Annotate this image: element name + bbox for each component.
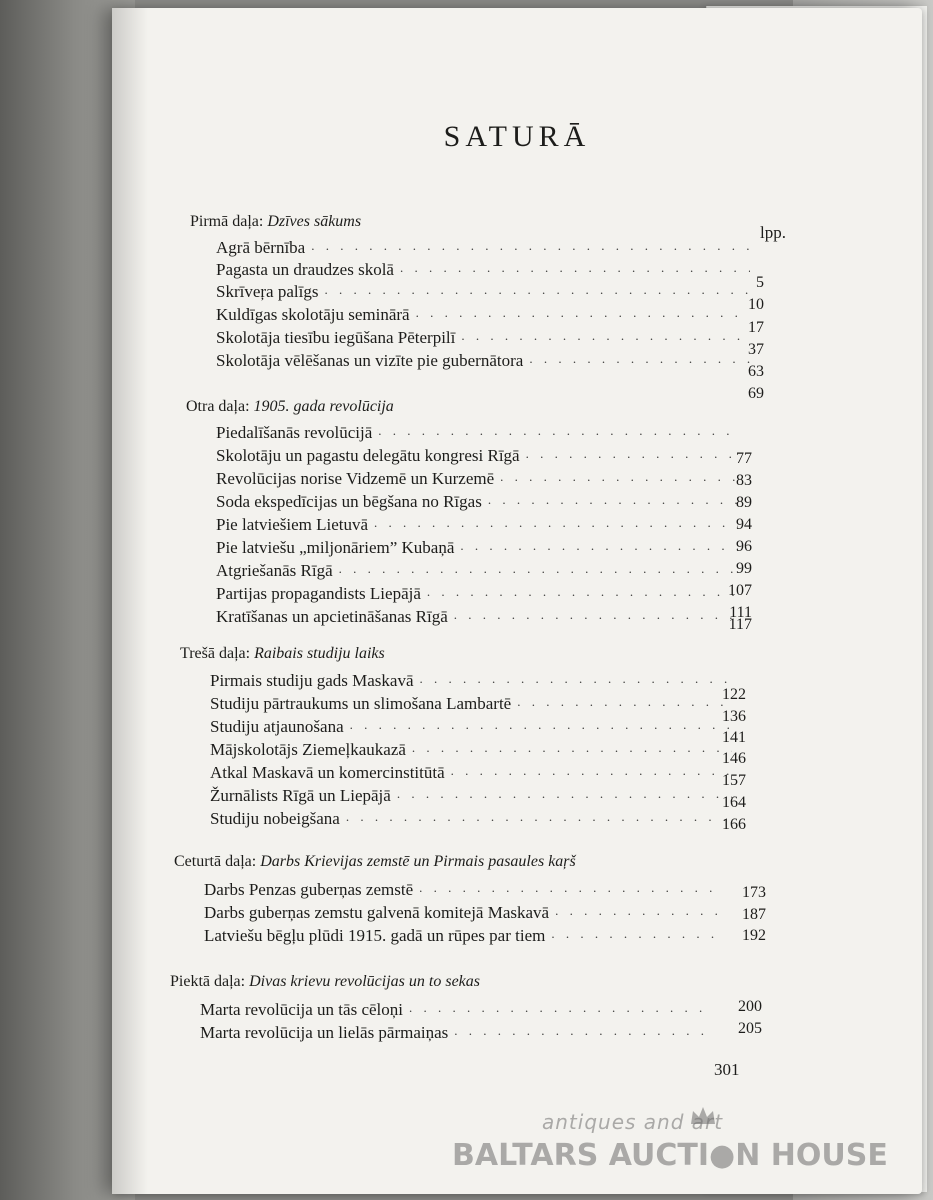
- leader-dots: [350, 717, 732, 733]
- part-heading-1: [190, 213, 361, 231]
- leader-dots: [412, 740, 732, 756]
- toc-entry[interactable]: [216, 260, 756, 282]
- toc-entry[interactable]: [216, 515, 744, 537]
- toc-entry-title: Skolotāju un pagastu delegātu kongresi Rīgā: [216, 446, 520, 465]
- leader-dots: [324, 282, 750, 298]
- page-number: 89: [736, 494, 752, 511]
- page-gutter-shadow: [112, 8, 148, 1194]
- part-heading-2: [186, 398, 394, 416]
- toc-entry[interactable]: [216, 584, 744, 606]
- book-page: [112, 8, 922, 1194]
- leader-dots: [346, 809, 732, 825]
- page-number: 200: [738, 998, 762, 1015]
- leader-dots: [311, 238, 750, 254]
- toc-entry-title: Žurnālists Rīgā un Liepājā: [210, 786, 391, 805]
- toc-entry[interactable]: [216, 238, 756, 260]
- toc-entry-title: Marta revolūcija un tās cēloņi: [200, 1000, 403, 1019]
- toc-entry-title: Skrīveŗa palīgs: [216, 282, 319, 301]
- leader-dots: [488, 492, 738, 508]
- toc-entry-title: Studiju pārtraukums un slimošana Lambartē: [210, 694, 512, 713]
- toc-entry-title: Kratīšanas un apcietināšanas Rīgā: [216, 607, 448, 626]
- toc-entry[interactable]: [210, 694, 738, 716]
- toc-entry[interactable]: [204, 880, 726, 902]
- toc-entry-title: Soda ekspedīcijas un bēgšana no Rīgas: [216, 492, 482, 511]
- leader-dots: [427, 584, 738, 600]
- page-number: 157: [722, 772, 746, 789]
- toc-entry[interactable]: [210, 786, 738, 808]
- part-label: Trešā daļa:: [180, 645, 251, 662]
- toc-entry-title: Studiju nobeigšana: [210, 809, 340, 828]
- page-number: 173: [742, 884, 766, 901]
- page-number: 99: [736, 560, 752, 577]
- leader-dots: [339, 561, 738, 577]
- toc-entry-title: Darbs Penzas guberņas zemstē: [204, 880, 414, 899]
- page-number: 107: [728, 582, 752, 599]
- page-number: 77: [736, 450, 752, 467]
- leader-dots: [374, 515, 738, 531]
- leader-dots: [378, 423, 738, 439]
- leader-dots: [551, 926, 720, 942]
- page-number: 83: [736, 472, 752, 489]
- toc-entry[interactable]: [216, 607, 744, 629]
- toc-entry[interactable]: [200, 1023, 720, 1045]
- page-number: 5: [756, 274, 764, 291]
- toc-entry[interactable]: [216, 351, 756, 373]
- toc-entry-title: Partijas propagandists Liepājā: [216, 584, 421, 603]
- toc-entry-title: Atkal Maskavā un komercinstitūtā: [210, 763, 445, 782]
- toc-entry[interactable]: [210, 671, 738, 693]
- toc-entry-title: Skolotāja tiesību iegūšana Pēterpilī: [216, 328, 456, 347]
- toc-entry-title: Mājskolotājs Ziemeļkaukazā: [210, 740, 406, 759]
- toc-entry[interactable]: [200, 1000, 720, 1022]
- leader-dots: [451, 763, 732, 779]
- page-number: 166: [722, 816, 746, 833]
- toc-entry-title: Revolūcijas norise Vidzemē un Kurzemē: [216, 469, 495, 488]
- leader-dots: [400, 260, 750, 276]
- toc-entry-title: Latviešu bēgļu plūdi 1915. gadā un rūpes par tiem: [204, 926, 546, 945]
- part-label: Otra daļa:: [186, 398, 250, 415]
- toc-entry-title: Piedalīšanās revolūcijā: [216, 423, 373, 442]
- toc-entry[interactable]: [204, 926, 726, 948]
- toc-entry-title: Darbs guberņas zemstu galvenā komitejā Maskavā: [204, 903, 550, 922]
- toc-entry-title: Marta revolūcija un lielās pārmaiņas: [200, 1023, 449, 1042]
- page-number: 187: [742, 906, 766, 923]
- page-number: 164: [722, 794, 746, 811]
- toc-entry-title: Agrā bērnība: [216, 238, 306, 257]
- leader-dots: [460, 538, 738, 554]
- page-number: 96: [736, 538, 752, 555]
- page-number: 17: [748, 319, 764, 336]
- toc-entry[interactable]: [210, 809, 738, 831]
- part-label: Ceturtā daļa:: [174, 853, 257, 870]
- leader-dots: [397, 786, 732, 802]
- toc-entry-title: Pagasta un draudzes skolā: [216, 260, 394, 279]
- toc-entry-title: Kuldīgas skolotāju seminārā: [216, 305, 410, 324]
- page-number: 10: [748, 296, 764, 313]
- toc-entry[interactable]: [216, 423, 744, 445]
- leader-dots: [420, 671, 732, 687]
- leader-dots: [419, 880, 720, 896]
- leader-dots: [409, 1000, 714, 1016]
- page-column-label: lpp.: [760, 223, 786, 242]
- toc-entry[interactable]: [204, 903, 726, 925]
- toc-entry[interactable]: [216, 492, 744, 514]
- page-number: 122: [722, 686, 746, 703]
- part-subtitle: 1905. gada revolūcija: [253, 398, 394, 415]
- toc-entry[interactable]: [216, 538, 744, 560]
- toc-entry[interactable]: [210, 740, 738, 762]
- toc-entry-title: Pie latviešiem Lietuvā: [216, 515, 369, 534]
- part-heading-3: [180, 645, 385, 663]
- toc-entry-title: Atgriešanās Rīgā: [216, 561, 333, 580]
- toc-entry-title: Pie latviešu „miljonāriem” Kubaņā: [216, 538, 455, 557]
- part-subtitle: Divas krievu revolūcijas un to sekas: [249, 973, 480, 990]
- page-number: 192: [742, 927, 766, 944]
- part-subtitle: Dzīves sākums: [267, 213, 362, 230]
- leader-dots: [416, 305, 750, 321]
- toc-entry-title: Studiju atjaunošana: [210, 717, 344, 736]
- part-heading-5: [170, 973, 480, 991]
- toc-entry[interactable]: [216, 282, 756, 304]
- leader-dots: [555, 903, 720, 919]
- page-number: 136: [722, 708, 746, 725]
- page-number: 69: [748, 385, 764, 402]
- watermark-brand: BALTARS AUCTI●N HOUSE: [452, 1138, 888, 1173]
- page-title: SATURĀ: [443, 120, 591, 153]
- toc-entry[interactable]: [216, 561, 744, 583]
- leader-dots: [461, 328, 750, 344]
- part-subtitle: Darbs Krievijas zemstē un Pirmais pasaules kaŗš: [260, 853, 576, 870]
- leader-dots: [454, 1023, 714, 1039]
- page-number: 205: [738, 1020, 762, 1037]
- page-number: 94: [736, 516, 752, 533]
- watermark: [452, 1110, 888, 1180]
- part-subtitle: Raibais studiju laiks: [254, 645, 385, 662]
- page-number: 111: [729, 604, 752, 621]
- toc-entry[interactable]: [216, 328, 756, 350]
- toc-entry[interactable]: [216, 446, 744, 468]
- toc-entry[interactable]: [216, 305, 756, 327]
- page-number: 37: [748, 341, 764, 358]
- toc-entry-title: Pirmais studiju gads Maskavā: [210, 671, 414, 690]
- page-number: 63: [748, 363, 764, 380]
- part-label: Pirmā daļa:: [190, 213, 264, 230]
- page-number: 146: [722, 750, 746, 767]
- watermark-tagline: antiques and art: [542, 1110, 724, 1134]
- page-number: 117: [728, 616, 752, 633]
- part-label: Piektā daļa:: [170, 973, 246, 990]
- folio-page-number: 301: [714, 1060, 740, 1079]
- toc-entry[interactable]: [216, 469, 744, 491]
- toc-entry[interactable]: [210, 717, 738, 739]
- toc-entry[interactable]: [210, 763, 738, 785]
- toc-entry-title: Skolotāja vēlēšanas un vizīte pie gubernātora: [216, 351, 524, 370]
- part-heading-4: [174, 853, 576, 871]
- page-number: 141: [722, 729, 746, 746]
- leader-dots: [454, 607, 738, 623]
